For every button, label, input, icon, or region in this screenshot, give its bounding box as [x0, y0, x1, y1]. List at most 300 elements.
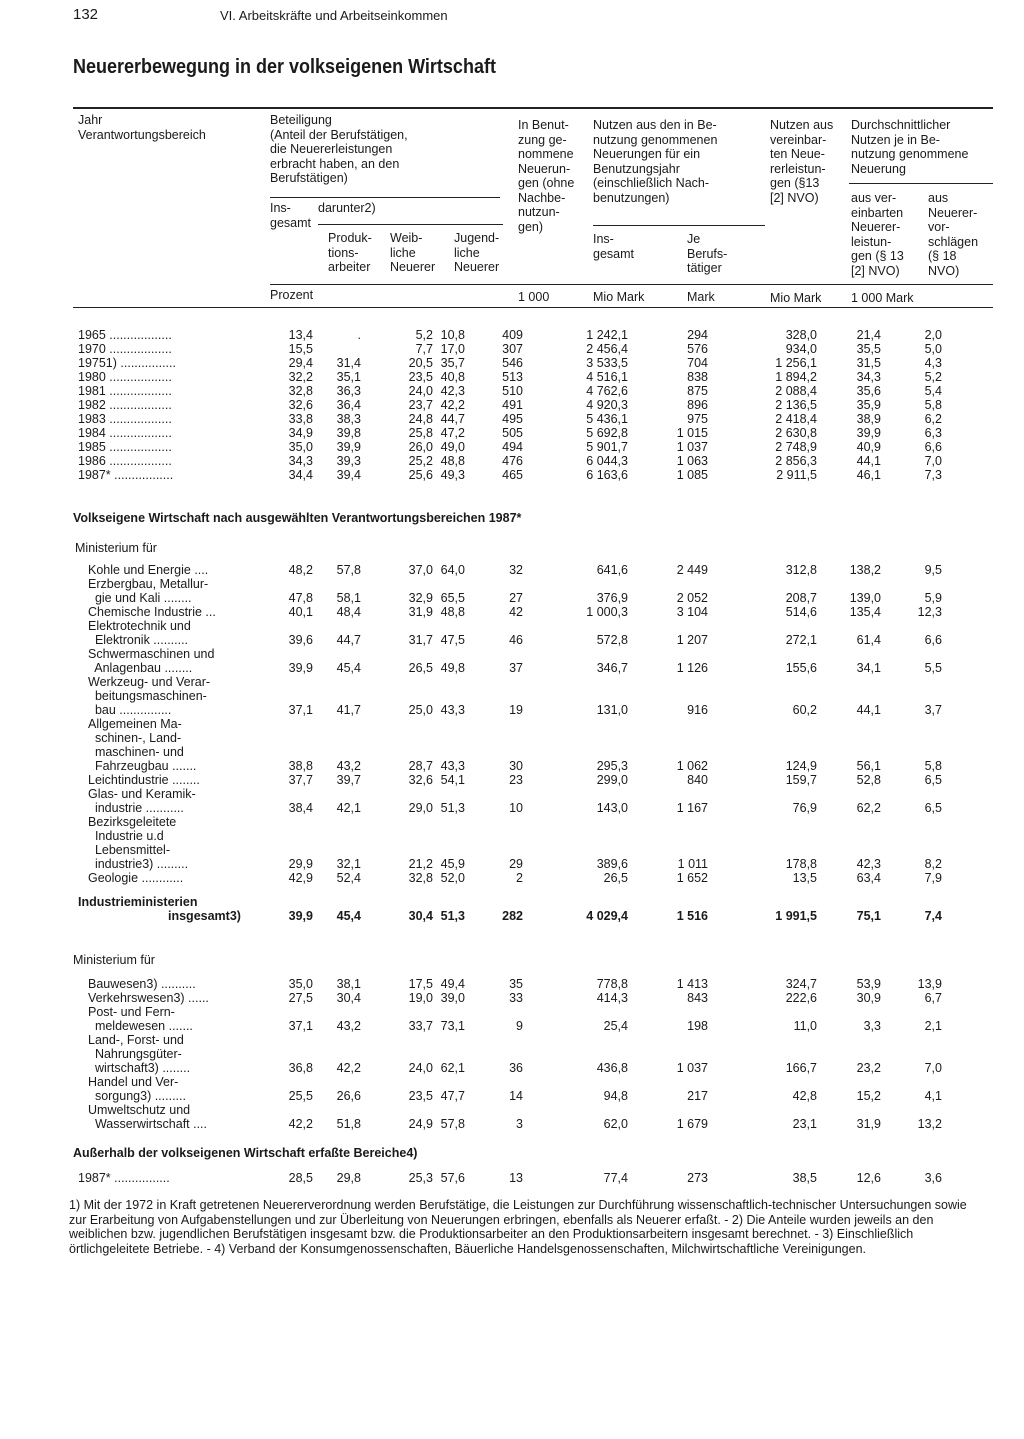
- cell: 838: [687, 370, 708, 384]
- cell: 5 436,1: [586, 412, 628, 426]
- row-label: Bauwesen3) ..........: [88, 977, 196, 991]
- row-label: Umweltschutz und: [88, 1103, 191, 1117]
- cell: 45,4: [336, 909, 361, 923]
- cell: 32,6: [288, 398, 313, 412]
- cell: 8,2: [924, 857, 942, 871]
- cell: 328,0: [785, 328, 817, 342]
- cell: 139,0: [849, 591, 881, 605]
- cell: 1 062: [676, 759, 708, 773]
- cell: 35,1: [336, 370, 361, 384]
- row-label: gie und Kali ........: [88, 591, 192, 605]
- cell: 6,6: [924, 440, 942, 454]
- cell: 21,2: [408, 857, 433, 871]
- row-label: Elektronik ..........: [88, 633, 189, 647]
- cell: 7,3: [924, 468, 942, 482]
- row-label: insgesamt3): [168, 909, 241, 923]
- cell: 1 256,1: [775, 356, 817, 370]
- cell: 576: [687, 342, 708, 356]
- cell: 12,3: [917, 605, 942, 619]
- cell: 15,2: [856, 1089, 881, 1103]
- section2-ministerium: Ministerium für: [73, 953, 155, 967]
- cell: 33: [509, 991, 523, 1005]
- cell: 546: [502, 356, 523, 370]
- cell: 217: [687, 1089, 708, 1103]
- row-label: Bezirksgeleitete: [88, 815, 177, 829]
- cell: 916: [687, 703, 708, 717]
- cell: 39,9: [288, 661, 313, 675]
- cell: 36,3: [336, 384, 361, 398]
- cell: 45,4: [336, 661, 361, 675]
- cell: 3: [516, 1117, 523, 1131]
- cell: 7,0: [924, 454, 942, 468]
- cell: 35,0: [288, 977, 313, 991]
- cell: 32: [509, 563, 523, 577]
- table-row: [73, 398, 993, 412]
- cell: 32,2: [288, 370, 313, 384]
- cell: 33,8: [288, 412, 313, 426]
- cell: 38,5: [792, 1171, 817, 1185]
- row-label: industrie3) .........: [88, 857, 189, 871]
- cell: 2 052: [676, 591, 708, 605]
- cell: 24,0: [408, 384, 433, 398]
- cell: 39,9: [336, 440, 361, 454]
- cell: 2 630,8: [775, 426, 817, 440]
- cell: 7,0: [924, 1061, 942, 1075]
- cell: 3,3: [863, 1019, 881, 1033]
- cell: 934,0: [785, 342, 817, 356]
- cell: 31,5: [856, 356, 881, 370]
- cell: 39,7: [336, 773, 361, 787]
- cell: 3,6: [924, 1171, 942, 1185]
- section3-table: [73, 1171, 993, 1185]
- cell: 1 167: [676, 801, 708, 815]
- cell: 138,2: [849, 563, 881, 577]
- cell: 2 911,5: [776, 468, 817, 482]
- table-row: [73, 563, 993, 577]
- cell: 2 856,3: [775, 454, 817, 468]
- cell: 35: [509, 977, 523, 991]
- cell: 34,4: [288, 468, 313, 482]
- cell: 5,0: [924, 342, 942, 356]
- cell: 294: [687, 328, 708, 342]
- table-row: [73, 647, 993, 675]
- cell: 57,8: [440, 1117, 465, 1131]
- row-label: 1987* .................: [78, 468, 174, 482]
- cell: 65,5: [440, 591, 465, 605]
- cell: 843: [687, 991, 708, 1005]
- cell: 27: [509, 591, 523, 605]
- cell: 48,4: [336, 605, 361, 619]
- cell: 32,8: [288, 384, 313, 398]
- cell: 52,4: [336, 871, 361, 885]
- cell: 5,5: [924, 661, 942, 675]
- cell: 1 037: [676, 1061, 708, 1075]
- row-label: Post- und Fern-: [88, 1005, 175, 1019]
- row-label: Anlagenbau ........: [88, 661, 193, 675]
- table-row: [73, 605, 993, 619]
- table-row: [73, 675, 993, 717]
- cell: 42,9: [288, 871, 313, 885]
- header-average: Durchschnittlicher Nutzen je in Be- nutzung genommene Neuerung: [851, 118, 969, 176]
- table-row: [73, 1033, 993, 1075]
- cell: 43,2: [336, 1019, 361, 1033]
- cell: 39,4: [336, 468, 361, 482]
- cell: 40,1: [288, 605, 313, 619]
- cell: 17,0: [440, 342, 465, 356]
- cell: 1 126: [676, 661, 708, 675]
- row-label: 1965 ..................: [78, 328, 172, 342]
- cell: 49,8: [440, 661, 465, 675]
- table-row: [73, 577, 993, 605]
- cell: 476: [502, 454, 523, 468]
- cell: 4 920,3: [586, 398, 628, 412]
- cell: 6,3: [924, 426, 942, 440]
- cell: 10: [509, 801, 523, 815]
- cell: 37: [509, 661, 523, 675]
- cell: 38,9: [856, 412, 881, 426]
- row-label: 1985 ..................: [78, 440, 172, 454]
- cell: 5 901,7: [586, 440, 628, 454]
- row-label: Nahrungsgüter-: [88, 1047, 182, 1061]
- cell: 52,8: [856, 773, 881, 787]
- cell: 6,5: [924, 773, 942, 787]
- cell: 30,4: [336, 991, 361, 1005]
- cell: 491: [502, 398, 523, 412]
- cell: 31,7: [408, 633, 433, 647]
- cell: 4 516,1: [586, 370, 628, 384]
- cell: 57,6: [440, 1171, 465, 1185]
- row-label: industrie ...........: [88, 801, 184, 815]
- cell: 5,4: [924, 384, 942, 398]
- unit-mio2: Mio Mark: [770, 291, 822, 305]
- table-row: [73, 356, 993, 370]
- cell: 1 413: [676, 977, 708, 991]
- cell: 42,8: [792, 1089, 817, 1103]
- cell: 44,7: [440, 412, 465, 426]
- cell: 37,1: [288, 1019, 313, 1033]
- cell: 25,0: [408, 703, 433, 717]
- cell: 25,4: [603, 1019, 628, 1033]
- cell: 25,3: [408, 1171, 433, 1185]
- cell: 178,8: [785, 857, 817, 871]
- cell: 94,8: [603, 1089, 628, 1103]
- cell: 6,2: [924, 412, 942, 426]
- page-title: Neuererbewegung in der volkseigenen Wirtschaft: [73, 56, 496, 78]
- cell: 25,2: [408, 454, 433, 468]
- cell: 29: [509, 857, 523, 871]
- cell: 272,1: [785, 633, 817, 647]
- cell: 35,6: [856, 384, 881, 398]
- table-row: [73, 787, 993, 815]
- table-row: [73, 977, 993, 991]
- cell: 63,4: [856, 871, 881, 885]
- cell: 58,1: [336, 591, 361, 605]
- cell: 19: [509, 703, 523, 717]
- cell: 61,4: [856, 633, 881, 647]
- row-label: 19751) ................: [78, 356, 176, 370]
- cell: 1 894,2: [775, 370, 817, 384]
- cell: 1 242,1: [586, 328, 628, 342]
- table-row: [73, 412, 993, 426]
- cell: 39,8: [336, 426, 361, 440]
- cell: 62,0: [603, 1117, 628, 1131]
- row-label: sorgung3) .........: [88, 1089, 186, 1103]
- cell: 45,9: [440, 857, 465, 871]
- cell: 1 679: [676, 1117, 708, 1131]
- unit-mio: Mio Mark: [593, 290, 645, 304]
- section1-ministerium: Ministerium für: [75, 541, 157, 555]
- cell: 64,0: [440, 563, 465, 577]
- cell: 494: [502, 440, 523, 454]
- cell: 26,5: [603, 871, 628, 885]
- cell: 25,8: [408, 426, 433, 440]
- cell: 4 029,4: [586, 909, 628, 923]
- section3-title: Außerhalb der volkseigenen Wirtschaft erfaßte Bereiche4): [73, 1146, 418, 1160]
- cell: 510: [502, 384, 523, 398]
- cell: 42,2: [440, 398, 465, 412]
- cell: 30,9: [856, 991, 881, 1005]
- unit-mark: Mark: [687, 290, 715, 304]
- cell: 47,8: [288, 591, 313, 605]
- cell: 159,7: [785, 773, 817, 787]
- cell: 24,9: [408, 1117, 433, 1131]
- row-label: Land-, Forst- und: [88, 1033, 184, 1047]
- cell: 32,1: [336, 857, 361, 871]
- cell: 49,0: [440, 440, 465, 454]
- cell: 6 163,6: [586, 468, 628, 482]
- cell: 31,9: [856, 1117, 881, 1131]
- table-row: [73, 454, 993, 468]
- cell: 21,4: [856, 328, 881, 342]
- header-agreed: Nutzen aus vereinbar- ten Neue- rerleistun- gen (§13 [2] NVO): [770, 118, 834, 205]
- cell: 324,7: [785, 977, 817, 991]
- cell: 346,7: [596, 661, 628, 675]
- row-label: Fahrzeugbau .......: [88, 759, 197, 773]
- cell: 1 000,3: [586, 605, 628, 619]
- cell: 62,1: [440, 1061, 465, 1075]
- cell: 29,9: [288, 857, 313, 871]
- cell: 34,1: [856, 661, 881, 675]
- cell: 198: [687, 1019, 708, 1033]
- cell: 42,1: [336, 801, 361, 815]
- cell: 34,3: [288, 454, 313, 468]
- cell: 5,2: [415, 328, 433, 342]
- cell: 12,6: [856, 1171, 881, 1185]
- row-label: 1987* ................: [78, 1171, 170, 1185]
- cell: 73,1: [440, 1019, 465, 1033]
- cell: 299,0: [596, 773, 628, 787]
- cell: 3,7: [924, 703, 942, 717]
- header-youth: Jugend- liche Neuerer: [454, 231, 500, 274]
- cell: 295,3: [596, 759, 628, 773]
- cell: 32,8: [408, 871, 433, 885]
- row-label: Leichtindustrie ........: [88, 773, 200, 787]
- cell: 36,8: [288, 1061, 313, 1075]
- cell: 23,5: [408, 1089, 433, 1103]
- table-row: [73, 1171, 993, 1185]
- cell: 32,6: [408, 773, 433, 787]
- header-participation: Beteiligung (Anteil der Berufstätigen, die Neuererleistungen erbracht haben, an den Berufstätigen): [270, 113, 408, 185]
- section2-table: [73, 977, 993, 1131]
- cell: 76,9: [792, 801, 817, 815]
- page-number: 132: [73, 6, 99, 23]
- cell: 34,9: [288, 426, 313, 440]
- table-row: [73, 871, 993, 885]
- cell: 5,8: [924, 759, 942, 773]
- cell: 48,8: [440, 454, 465, 468]
- cell: 41,7: [336, 703, 361, 717]
- row-label: Glas- und Keramik-: [88, 787, 196, 801]
- table-row: [73, 328, 993, 342]
- cell: 29,4: [288, 356, 313, 370]
- cell: 23,5: [408, 370, 433, 384]
- cell: 11,0: [793, 1019, 817, 1033]
- cell: 17,5: [408, 977, 433, 991]
- row-label: Lebensmittel-: [88, 843, 170, 857]
- cell: 32,9: [408, 591, 433, 605]
- row-label: 1984 ..................: [78, 426, 172, 440]
- cell: 131,0: [596, 703, 628, 717]
- cell: 2,1: [924, 1019, 942, 1033]
- row-label: Industrie u.d: [88, 829, 164, 843]
- cell: 778,8: [596, 977, 628, 991]
- cell: 6,6: [924, 633, 942, 647]
- cell: 7,4: [924, 909, 942, 923]
- cell: 13,9: [917, 977, 942, 991]
- cell: 641,6: [596, 563, 628, 577]
- row-label: Kohle und Energie ....: [88, 563, 209, 577]
- cell: 52,0: [440, 871, 465, 885]
- header-benefit-per: Je Berufs- tätiger: [687, 232, 728, 275]
- cell: 40,9: [856, 440, 881, 454]
- row-label: Erzbergbau, Metallur-: [88, 577, 209, 591]
- cell: 44,1: [856, 454, 881, 468]
- cell: 77,4: [603, 1171, 628, 1185]
- cell: 19,0: [408, 991, 433, 1005]
- cell: 60,2: [792, 703, 817, 717]
- cell: 495: [502, 412, 523, 426]
- cell: 20,5: [408, 356, 433, 370]
- cell: 2 088,4: [775, 384, 817, 398]
- row-label: Werkzeug- und Verar-: [88, 675, 211, 689]
- cell: 42,2: [288, 1117, 313, 1131]
- cell: 43,2: [336, 759, 361, 773]
- cell: 75,1: [856, 909, 881, 923]
- cell: 46: [509, 633, 523, 647]
- table-row: [73, 426, 993, 440]
- header-benefit-total: Ins- gesamt: [593, 232, 634, 261]
- unit-count: 1 000: [518, 290, 550, 304]
- cell: 49,3: [440, 468, 465, 482]
- row-label: beitungsmaschinen-: [88, 689, 207, 703]
- table-row: [73, 773, 993, 787]
- cell: 38,8: [288, 759, 313, 773]
- cell: 1 011: [677, 857, 708, 871]
- cell: 307: [502, 342, 523, 356]
- cell: 1 652: [676, 871, 708, 885]
- cell: 2 456,4: [586, 342, 628, 356]
- footnotes: 1) Mit der 1972 in Kraft getretenen Neuererverordnung werden Berufstätige, die Leistungen zur Durchführung wissenschaftlich-technischer Untersuchungen sowie zur Erarbeitung von Aufgabenstellungen und zur Überleitung von Neuerungen erbringen, ebenfalls als Neuerer erfaßt. - 2) Die Anteile wurden jeweils an den weiblichen bzw. jugendlichen Berufstätigen insgesamt bzw. die Produktionsarbeiter an den Produktionsarbeitern insgesamt berechnet. - 3) Einschließlich örtlichgeleitete Betriebe. - 4) Verband der Konsumgenossenschaften, Bäuerliche Handelsgenossenschaften, Milchwirtschaftliche Vereinigungen.: [69, 1198, 967, 1256]
- cell: 51,3: [440, 801, 465, 815]
- header-prod: Produk- tions- arbeiter: [328, 231, 372, 274]
- cell: 704: [687, 356, 708, 370]
- row-label: Elektrotechnik und: [88, 619, 191, 633]
- header-year: Jahr Verantwortungsbereich: [78, 113, 206, 142]
- cell: 39,6: [288, 633, 313, 647]
- cell: 42,3: [440, 384, 465, 398]
- cell: 36: [509, 1061, 523, 1075]
- cell: 1 063: [676, 454, 708, 468]
- cell: 39,3: [336, 454, 361, 468]
- row-label: 1983 ..................: [78, 412, 172, 426]
- cell: 135,4: [849, 605, 881, 619]
- cell: 5 692,8: [586, 426, 628, 440]
- cell: 1 037: [676, 440, 708, 454]
- cell: 39,0: [440, 991, 465, 1005]
- running-head: VI. Arbeitskräfte und Arbeitseinkommen: [220, 8, 448, 23]
- cell: 514,6: [785, 605, 817, 619]
- row-label: 1980 ..................: [78, 370, 172, 384]
- row-label: 1986 ..................: [78, 454, 172, 468]
- cell: 875: [687, 384, 708, 398]
- cell: 35,7: [440, 356, 465, 370]
- cell: 1 516: [676, 909, 708, 923]
- row-label: Wasserwirtschaft ....: [88, 1117, 208, 1131]
- cell: 26,0: [408, 440, 433, 454]
- cell: 51,8: [336, 1117, 361, 1131]
- table-row: [73, 440, 993, 454]
- cell: 35,5: [856, 342, 881, 356]
- cell: 29,8: [336, 1171, 361, 1185]
- row-label: Handel und Ver-: [88, 1075, 179, 1089]
- row-label: bau ...............: [88, 703, 172, 717]
- cell: 30: [509, 759, 523, 773]
- table-row: [73, 717, 993, 773]
- cell: 23: [509, 773, 523, 787]
- cell: 25,6: [408, 468, 433, 482]
- row-label: Industrieministerien: [78, 895, 198, 909]
- cell: 975: [687, 412, 708, 426]
- cell: 1 085: [676, 468, 708, 482]
- cell: 896: [687, 398, 708, 412]
- cell: 48,8: [440, 605, 465, 619]
- cell: 62,2: [856, 801, 881, 815]
- cell: 6,7: [924, 991, 942, 1005]
- row-label: 1981 ..................: [78, 384, 172, 398]
- cell: 42,2: [336, 1061, 361, 1075]
- cell: 34,3: [856, 370, 881, 384]
- cell: 54,1: [440, 773, 465, 787]
- cell: 40,8: [440, 370, 465, 384]
- cell: 5,9: [924, 591, 942, 605]
- cell: 28,5: [288, 1171, 313, 1185]
- cell: 513: [502, 370, 523, 384]
- cell: 46,1: [856, 468, 881, 482]
- cell: 47,2: [440, 426, 465, 440]
- cell: 23,7: [408, 398, 433, 412]
- cell: .: [357, 328, 361, 342]
- cell: 26,5: [408, 661, 433, 675]
- cell: 47,5: [440, 633, 465, 647]
- cell: 840: [687, 773, 708, 787]
- cell: 166,7: [785, 1061, 817, 1075]
- unit-percent: Prozent: [270, 288, 314, 302]
- table-header: [73, 107, 993, 319]
- cell: 389,6: [596, 857, 628, 871]
- table-row: [73, 619, 993, 647]
- cell: 37,1: [288, 703, 313, 717]
- table-row: [73, 895, 993, 923]
